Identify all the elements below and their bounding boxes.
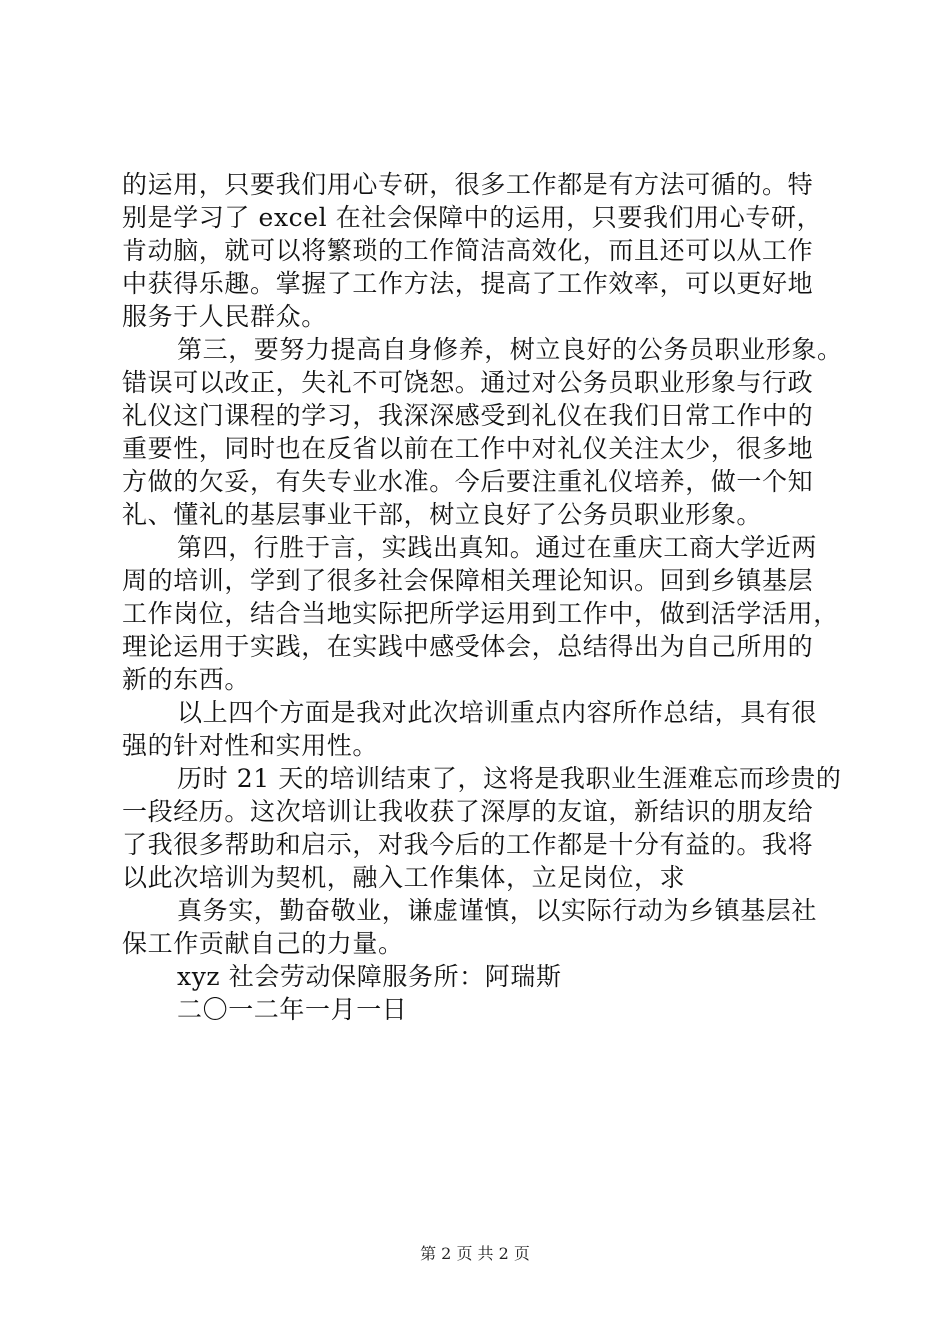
- signature-line: xyz 社会劳动保障服务所：阿瑞斯: [177, 962, 562, 991]
- text-line: 肯动脑，就可以将繁琐的工作简洁高效化，而且还可以从工作: [122, 236, 814, 265]
- text-line: 方做的欠妥，有失专业水准。今后要注重礼仪培养，做一个知: [122, 467, 814, 496]
- text-line: 一段经历。这次培训让我收获了深厚的友谊，新结识的朋友给: [122, 797, 814, 826]
- page-number-footer: 第 2 页 共 2 页: [420, 1244, 530, 1263]
- text-line: 中获得乐趣。掌握了工作方法，提高了工作效率，可以更好地: [122, 269, 814, 298]
- text-line: 礼仪这门课程的学习，我深深感受到礼仪在我们日常工作中的: [122, 401, 814, 430]
- text-line: 工作岗位，结合当地实际把所学运用到工作中，做到活学活用，: [122, 599, 839, 628]
- paragraph-start-line: 以上四个方面是我对此次培训重点内容所作总结，具有很: [177, 698, 818, 727]
- text-line: 新的东西。: [122, 665, 251, 694]
- text-line: 了我很多帮助和启示，对我今后的工作都是十分有益的。我将: [122, 830, 814, 859]
- paragraph-start-line: 第四，行胜于言，实践出真知。通过在重庆工商大学近两: [177, 533, 818, 562]
- text-line: 服务于人民群众。: [122, 302, 327, 331]
- paragraph-start-line: 真务实，勤奋敬业，谦虚谨慎，以实际行动为乡镇基层社: [177, 896, 818, 925]
- date-line: 二〇一二年一月一日: [177, 995, 408, 1024]
- text-line: 的运用，只要我们用心专研，很多工作都是有方法可循的。特: [122, 170, 814, 199]
- text-line: 强的针对性和实用性。: [122, 731, 379, 760]
- text-line: 礼、懂礼的基层事业干部，树立良好了公务员职业形象。: [122, 500, 763, 529]
- text-line: 周的培训，学到了很多社会保障相关理论知识。回到乡镇基层: [122, 566, 814, 595]
- text-line: 别是学习了 excel 在社会保障中的运用，只要我们用心专研，: [122, 203, 823, 232]
- document-body: [122, 168, 843, 1026]
- paragraph-start-line: 历时 21 天的培训结束了，这将是我职业生涯难忘而珍贵的: [177, 764, 842, 793]
- text-line: 以此次培训为契机，融入工作集体，立足岗位，求: [122, 863, 686, 892]
- text-line: 理论运用于实践，在实践中感受体会，总结得出为自己所用的: [122, 632, 814, 661]
- text-line: 重要性，同时也在反省以前在工作中对礼仪关注太少，很多地: [122, 434, 814, 463]
- paragraph-start-line: 第三，要努力提高自身修养，树立良好的公务员职业形象。: [177, 335, 843, 364]
- text-line: 错误可以改正，失礼不可饶恕。通过对公务员职业形象与行政: [122, 368, 814, 397]
- text-line: 保工作贡献自己的力量。: [122, 929, 404, 958]
